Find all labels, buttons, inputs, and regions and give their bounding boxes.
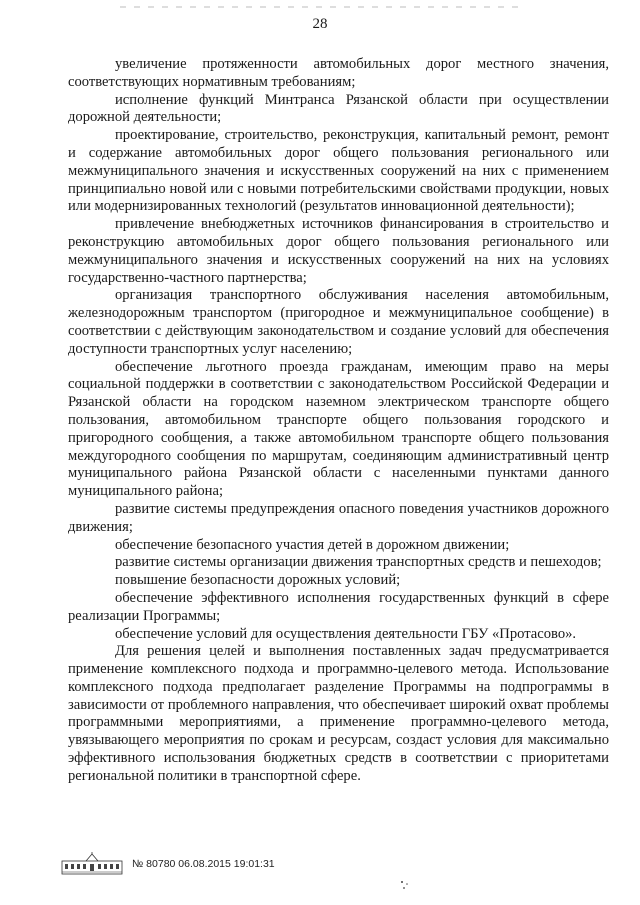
paragraph: увеличение протяженности автомобильных дорог местного значения, соответствующих нормативным требованиям; bbox=[68, 56, 609, 90]
paragraph: обеспечение условий для осуществления деятельности ГБУ «Протасово». bbox=[115, 625, 577, 642]
paragraph: обеспечение безопасного участия детей в дорожном движении; bbox=[115, 536, 510, 553]
document-body bbox=[68, 56, 609, 786]
page-number: 28 bbox=[312, 16, 328, 32]
scan-speck bbox=[398, 878, 412, 892]
paragraph: развитие системы предупреждения опасного поведения участников дорожного движения; bbox=[68, 500, 609, 535]
registration-stamp: № 80780 06.08.2015 19:01:31 bbox=[132, 858, 275, 870]
paragraph: проектирование, строительство, реконструкция, капитальный ремонт, ремонт и содержание автомобильных дорог общего пользования регионального или межмуниципального значения и искусственных сооружений на них с применением принципиально новой или с новыми потребительскими свойствами продукции, новых или модернизированных технологий (результатов инновационной деятельности); bbox=[68, 127, 609, 215]
building-emblem-icon bbox=[60, 851, 124, 877]
paragraph: исполнение функций Минтранса Рязанской области при осуществлении дорожной деятельности; bbox=[68, 91, 609, 126]
scan-artifact bbox=[120, 6, 520, 8]
paragraph: Для решения целей и выполнения поставленных задач предусматривается применение комплексного подхода и программно-целевого метода. Использование комплексного подхода предполагает разделение Программы на подпрограммы в зависимости от проблемного направления, что обеспечивает широкий охват проблемы программными мероприятиями, а применение программно-целевого метода, увязывающего мероприятия по срокам и ресурсам, создаст условия для максимально эффективного использования бюджетных средств в соответствии с приоритетами региональной политики в транспортной сфере. bbox=[68, 643, 609, 784]
paragraph: развитие системы организации движения транспортных средств и пешеходов; bbox=[115, 554, 602, 571]
paragraph: повышение безопасности дорожных условий; bbox=[115, 572, 401, 589]
paragraph: организация транспортного обслуживания населения автомобильным, железнодорожным транспортом (пригородное и межмуниципальное сообщение) в соответствии с действующим законодательством и создание условий для обеспечения доступности транспортных услуг населению; bbox=[68, 287, 609, 357]
paragraph: привлечение внебюджетных источников финансирования в строительство и реконструкцию автомобильных дорог общего пользования регионального или межмуниципального значения и искусственных сооружений на них на условиях государственно-частного партнерства; bbox=[68, 216, 609, 286]
document-footer bbox=[60, 850, 275, 878]
paragraph: обеспечение льготного проезда гражданам, имеющим право на меры социальной поддержки в соответствии с законодательством Российской Федерации и Рязанской области на городском наземном электрическом транспорте общего пользования, автомобильном транспорте общего пользования городского и пригородного сообщения, а также автомобильном транспорте общего пользования междугородного сообщения по маршрутам, соединяющим административный центр муниципального района Рязанской области с населенными пунктами данного муниципального района; bbox=[68, 358, 609, 500]
paragraph: обеспечение эффективного исполнения государственных функций в сфере реализации Программы; bbox=[68, 589, 609, 624]
